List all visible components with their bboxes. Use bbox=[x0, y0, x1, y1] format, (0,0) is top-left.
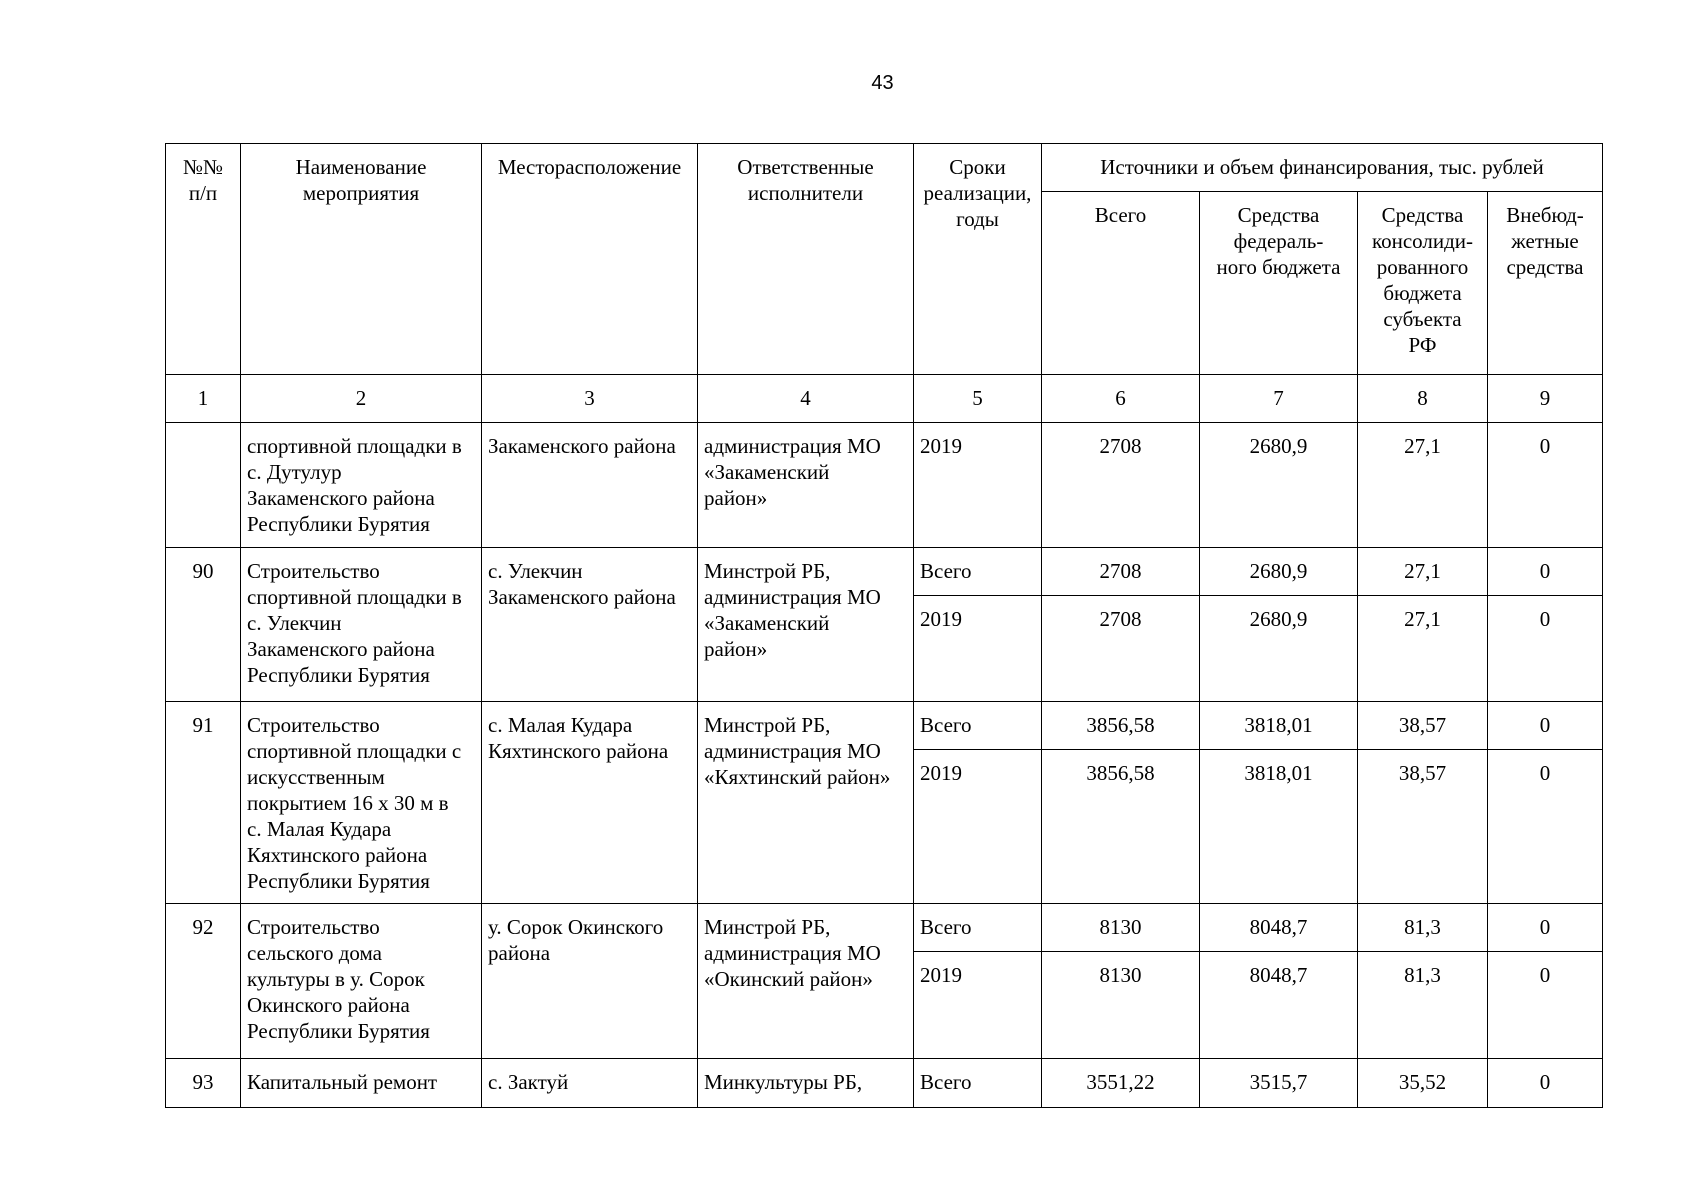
row-num: 92 bbox=[166, 904, 241, 1059]
column-number: 7 bbox=[1200, 375, 1358, 423]
table-row bbox=[166, 548, 1603, 596]
header-location: Месторасположение bbox=[482, 144, 698, 375]
row-federal: 3818,01 bbox=[1200, 750, 1358, 904]
row-consolidated: 27,1 bbox=[1358, 596, 1488, 702]
row-num: 91 bbox=[166, 702, 241, 904]
row-name: спортивной площадки в с. Дутулур Закаменского района Республики Бурятия bbox=[241, 423, 482, 548]
row-extrabudget: 0 bbox=[1488, 596, 1603, 702]
row-total: 2708 bbox=[1042, 548, 1200, 596]
row-num: 90 bbox=[166, 548, 241, 702]
row-location: с. Улекчин Закаменского района bbox=[482, 548, 698, 702]
row-location: с. Зактуй bbox=[482, 1059, 698, 1108]
row-federal: 2680,9 bbox=[1200, 596, 1358, 702]
table-row bbox=[166, 1059, 1603, 1108]
row-extrabudget: 0 bbox=[1488, 904, 1603, 952]
row-period: Всего bbox=[914, 1059, 1042, 1108]
column-number: 5 bbox=[914, 375, 1042, 423]
row-period: Всего bbox=[914, 702, 1042, 750]
row-period: 2019 bbox=[914, 596, 1042, 702]
row-federal: 8048,7 bbox=[1200, 904, 1358, 952]
column-number: 1 bbox=[166, 375, 241, 423]
row-total: 8130 bbox=[1042, 904, 1200, 952]
row-responsible: Минстрой РБ, администрация МО «Закаменский район» bbox=[698, 548, 914, 702]
row-consolidated: 81,3 bbox=[1358, 952, 1488, 1059]
column-number: 4 bbox=[698, 375, 914, 423]
row-name: Строительство спортивной площадки с искусственным покрытием 16 х 30 м в с. Малая Кудара Кяхтинского района Республики Бурятия bbox=[241, 702, 482, 904]
header-name: Наименование мероприятия bbox=[241, 144, 482, 375]
header-num: №№ п/п bbox=[166, 144, 241, 375]
row-name: Строительство сельского дома культуры в у. Сорок Окинского района Республики Бурятия bbox=[241, 904, 482, 1059]
row-total: 3856,58 bbox=[1042, 702, 1200, 750]
page-number: 43 bbox=[871, 72, 894, 94]
table-row bbox=[166, 423, 1603, 548]
row-extrabudget: 0 bbox=[1488, 423, 1603, 548]
row-name: Капитальный ремонт bbox=[241, 1059, 482, 1108]
row-consolidated: 27,1 bbox=[1358, 423, 1488, 548]
row-location: у. Сорок Окинского района bbox=[482, 904, 698, 1059]
row-consolidated: 38,57 bbox=[1358, 702, 1488, 750]
row-federal: 3515,7 bbox=[1200, 1059, 1358, 1108]
row-period: 2019 bbox=[914, 750, 1042, 904]
row-location: с. Малая Кудара Кяхтинского района bbox=[482, 702, 698, 904]
row-total: 8130 bbox=[1042, 952, 1200, 1059]
row-responsible: Минстрой РБ, администрация МО «Окинский район» bbox=[698, 904, 914, 1059]
column-number: 8 bbox=[1358, 375, 1488, 423]
row-federal: 8048,7 bbox=[1200, 952, 1358, 1059]
row-extrabudget: 0 bbox=[1488, 702, 1603, 750]
row-total: 2708 bbox=[1042, 423, 1200, 548]
row-consolidated: 81,3 bbox=[1358, 904, 1488, 952]
row-period: 2019 bbox=[914, 423, 1042, 548]
row-federal: 3818,01 bbox=[1200, 702, 1358, 750]
column-number-row bbox=[166, 375, 1603, 423]
header-row-1 bbox=[166, 144, 1603, 192]
row-period: Всего bbox=[914, 904, 1042, 952]
row-extrabudget: 0 bbox=[1488, 1059, 1603, 1108]
row-period: Всего bbox=[914, 548, 1042, 596]
row-extrabudget: 0 bbox=[1488, 750, 1603, 904]
table-row bbox=[166, 702, 1603, 750]
column-number: 6 bbox=[1042, 375, 1200, 423]
row-responsible: Минстрой РБ, администрация МО «Кяхтинский район» bbox=[698, 702, 914, 904]
row-consolidated: 35,52 bbox=[1358, 1059, 1488, 1108]
row-federal: 2680,9 bbox=[1200, 548, 1358, 596]
row-total: 3551,22 bbox=[1042, 1059, 1200, 1108]
header-total: Всего bbox=[1042, 192, 1200, 375]
header-period: Сроки реализации, годы bbox=[914, 144, 1042, 375]
row-num bbox=[166, 423, 241, 548]
row-responsible: Минкультуры РБ, bbox=[698, 1059, 914, 1108]
header-responsible: Ответственные исполнители bbox=[698, 144, 914, 375]
row-period: 2019 bbox=[914, 952, 1042, 1059]
row-extrabudget: 0 bbox=[1488, 952, 1603, 1059]
row-consolidated: 27,1 bbox=[1358, 548, 1488, 596]
header-funding: Источники и объем финансирования, тыс. рублей bbox=[1042, 144, 1603, 192]
header-federal: Средства федераль- ного бюджета bbox=[1200, 192, 1358, 375]
table-row bbox=[166, 904, 1603, 952]
funding-table bbox=[165, 143, 1603, 1108]
row-responsible: администрация МО «Закаменский район» bbox=[698, 423, 914, 548]
column-number: 3 bbox=[482, 375, 698, 423]
row-num: 93 bbox=[166, 1059, 241, 1108]
column-number: 9 bbox=[1488, 375, 1603, 423]
row-location: Закаменского района bbox=[482, 423, 698, 548]
row-total: 2708 bbox=[1042, 596, 1200, 702]
row-consolidated: 38,57 bbox=[1358, 750, 1488, 904]
header-consolidated: Средства консолиди- рованного бюджета субъекта РФ bbox=[1358, 192, 1488, 375]
column-number: 2 bbox=[241, 375, 482, 423]
row-total: 3856,58 bbox=[1042, 750, 1200, 904]
row-federal: 2680,9 bbox=[1200, 423, 1358, 548]
row-name: Строительство спортивной площадки в с. Улекчин Закаменского района Республики Бурятия bbox=[241, 548, 482, 702]
row-extrabudget: 0 bbox=[1488, 548, 1603, 596]
header-extrabudget: Внебюд- жетные средства bbox=[1488, 192, 1603, 375]
